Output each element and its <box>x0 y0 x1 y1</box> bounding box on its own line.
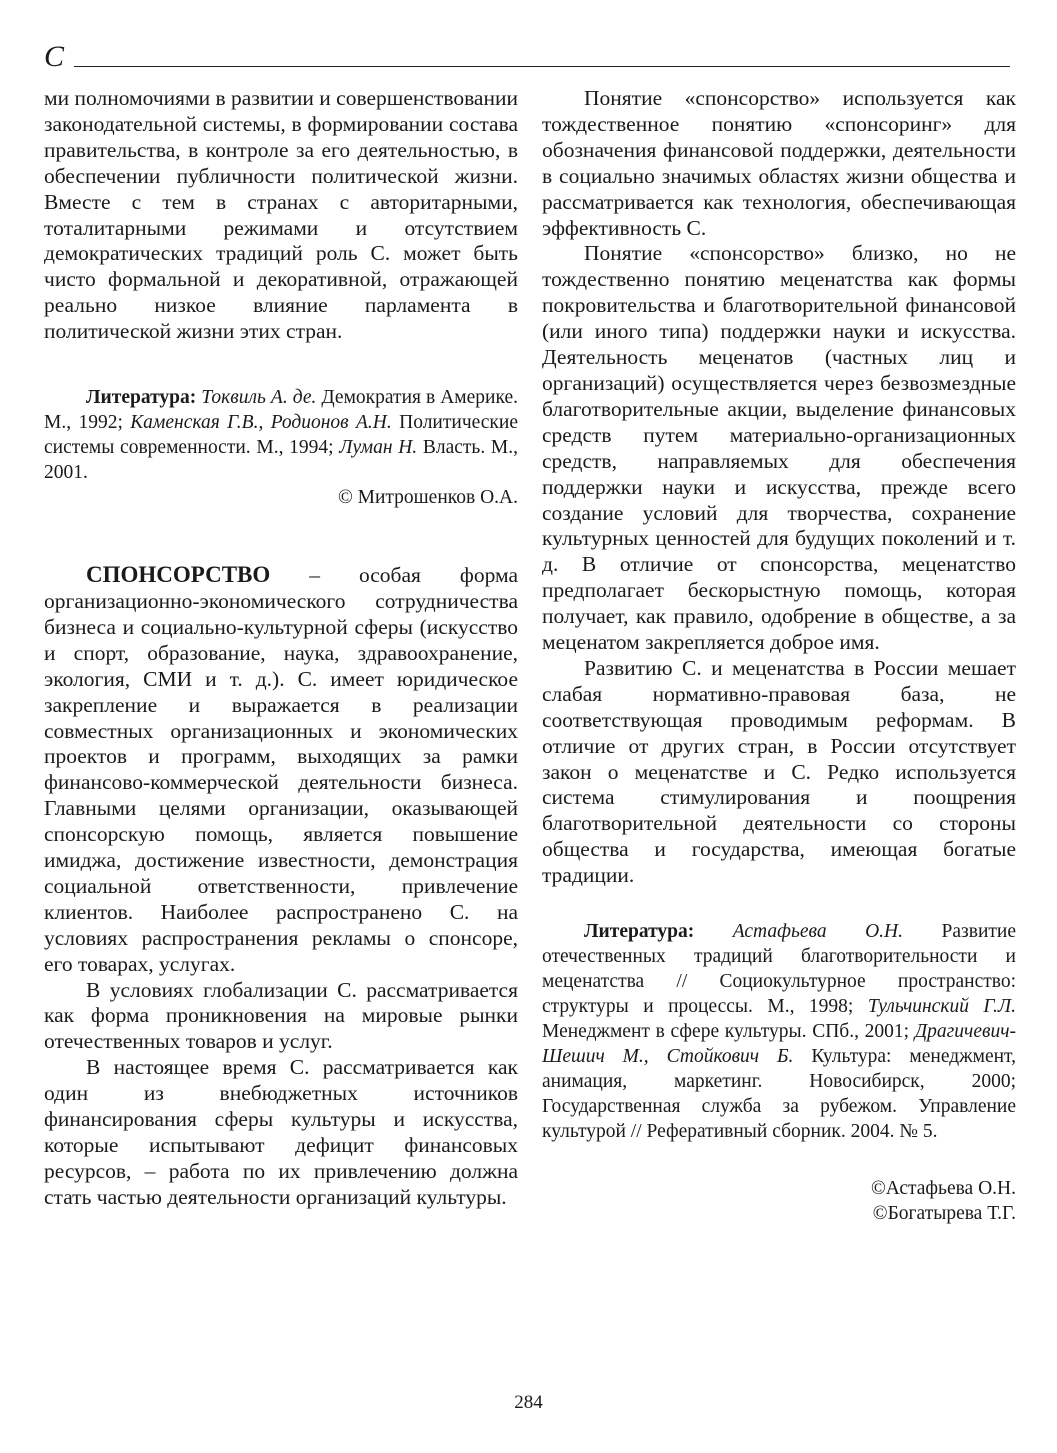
signature: © Митрошенков О.А. <box>337 487 518 509</box>
lit-author: Каменская Г.В., Родионов А.Н. <box>130 412 392 434</box>
spacer <box>44 510 518 562</box>
paragraph: В условиях глобализации С. рассматривается как форма проникновения на мировые рынки отечественных товаров и услуг. <box>44 977 518 1054</box>
lit-text: Развитие отечественных традиций благотворительности и меценатства // Социокультурное пространство: структуры и процессы. М., 1998; <box>542 921 1016 1018</box>
lit-text: Культура: менеджмент, анимация, маркетинг. Новосибирск, 2000; Государственная служба за рубежом. Управление культурой // Реферативный сборник. 2004. № 5. <box>542 1046 1016 1143</box>
literature-label: Литература: <box>86 387 197 409</box>
paragraph: Понятие «спонсорство» используется как тождественное понятию «спонсоринг» для обозначения финансовой поддержки, деятельности в социально значимых областях жизни общества и рассматривается как технология, обеспечивающая эффективность С. <box>542 86 1016 240</box>
paragraph-continuation: ми полномочиями в развитии и совершенствовании законодательной системы, в формировании состава правительства, в контроле за его деятельностью, в обеспечении публичности политической жизни. Вместе с тем в странах с авторитарными, тоталитарными режимами и отсутствием демократических традиций роль С. может быть чисто формальной и декоративной, отражающей реально низкое влияние парламента в политической жизни этих стран. <box>44 86 518 344</box>
literature-block <box>44 385 518 485</box>
paragraph: В настоящее время С. рассматривается как один из внебюджетных источников финансирования сферы культуры и искусства, которые испытывают дефицит финансовых ресурсов, – работа по их привлечению должна стать частью деятельности организаций культуры. <box>44 1055 518 1209</box>
lit-author: Луман Н. <box>339 437 418 459</box>
literature-label: Литература: <box>584 921 695 943</box>
lit-author: Токвиль А. де. <box>201 387 317 409</box>
lit-author: Астафьева О.Н. <box>732 921 904 943</box>
spacer <box>542 1144 1016 1176</box>
literature-block <box>542 919 1016 1144</box>
entry-text: – особая форма организационно-экономического сотрудничества бизнеса и социально-культурной сферы (искусство и спорт, образование, наука, здравоохранение, экология, СМИ и т. д.). С. имеет юридическое закрепление и выражается в реализации совместных организационных и экономических проектов и программ, выходящих за рамки финансово-коммерческой деятельности бизнеса. Главными целями организации, оказывающей спонсорскую помощь, является повышение имиджа, достижение известности, демонстрация социальной ответственности, привлечение клиентов. Наиболее распространено С. на условиях распространения рекламы о спонсоре, его товарах, услугах. <box>44 563 518 976</box>
paragraph: Понятие «спонсорство» близко, но не тождественно понятию меценатства как формы покровительства и благотворительной финансовой (или иного типа) поддержки науки и искусства. Деятельность меценатов (частных лиц и организаций) осуществляется через безвозмездные благотворительные акции, выделение финансовых средств путем материально-организационных средств, направляемых для обеспечения поддержки науки и искусства, прежде всего создание условий для творчества, сохранение культурных ценностей для будущих поколений и т. д. В отличие от спонсорства, меценатство предполагает бескорыстную помощь, которая получает, как правило, одобрение в обществе, а за меценатом закрепляется доброе имя. <box>542 241 1016 655</box>
lit-author: Драгичевич-Шешич М., Стойкович Б. <box>542 1021 1016 1068</box>
lit-text: Менеджмент в сфере культуры. СПб., 2001; <box>542 1021 915 1043</box>
lit-text: Власть. М., 2001. <box>44 437 518 484</box>
left-column <box>44 86 518 1211</box>
lit-text: Политические системы современности. М., 1994; <box>44 412 518 459</box>
paragraph: Развитию С. и меценатства в России мешает слабая нормативно-правовая база, не соответствующая проводимым реформам. В отличие от других стран, в России отсутствует закон о меценатстве и С. Редко используется система стимулирования и поощрения благотворительной деятельности со стороны общества и государства, имеющая богатые традиции. <box>542 655 1016 888</box>
header-letter: С <box>44 40 65 73</box>
right-column <box>542 86 1016 1226</box>
signature: ©Астафьева О.Н. <box>870 1178 1016 1200</box>
header-rule <box>74 66 1010 67</box>
entry-term: СПОНСОРСТВО <box>86 562 271 588</box>
signature: ©Богатырева Т.Г. <box>872 1203 1016 1225</box>
lit-text: Демократия в Америке. М., 1992; <box>44 387 519 434</box>
entry-paragraph <box>44 562 518 978</box>
page-number: 284 <box>514 1392 543 1413</box>
lit-author: Тульчинский Г.Л. <box>867 996 1017 1018</box>
running-header <box>44 42 1010 72</box>
